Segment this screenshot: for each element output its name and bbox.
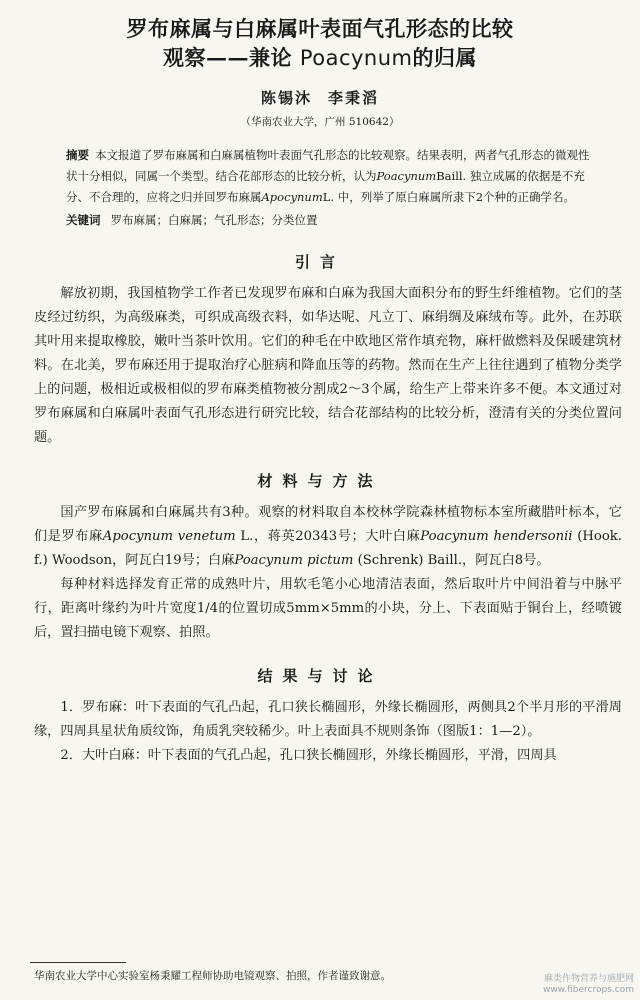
keywords-text: 罗布麻属；白麻属；气孔形态；分类位置 bbox=[110, 213, 318, 227]
watermark-line-1: 麻类作物营养与施肥网 bbox=[543, 974, 634, 984]
abstract bbox=[66, 145, 592, 208]
affiliation: （华南农业大学，广州 510642） bbox=[240, 116, 400, 128]
footnote-divider bbox=[30, 962, 126, 963]
watermark-line-2: www.fibercrops.com bbox=[543, 985, 634, 995]
abstract-text-1: 本文报道了罗布麻属和白麻属植物叶表面气孔形态的比较观察。结果表明，两者气孔形态的微观性状十分相似，同属一个类型。结合花部形态的比较分析，认为 bbox=[66, 148, 590, 183]
species-apocynum-venetum: Apocynum venetum bbox=[102, 529, 236, 544]
species-poacynum-pictum: Poacynum pictum bbox=[234, 553, 354, 568]
title-line-2 bbox=[0, 43, 640, 73]
methods-text-a: 国产罗布麻属和白麻属共有3种。观察的材料取自本校林学院森林植物标本室所藏腊叶标本，它们是罗布麻 bbox=[34, 505, 622, 544]
watermark bbox=[543, 974, 634, 996]
intro-paragraph: 解放初期，我国植物学工作者已发现罗布麻和白麻为我国大面积分布的野生纤维植物。它们的茎皮经过纺织，为高级麻类，可织成高级衣料，如华达呢、凡立丁、麻绢绸及麻绒布等。此外，在苏联其叶用来提取橡胶，嫩叶当茶叶饮用。它们的种毛在中欧地区常作填充物，麻杆做燃料及保暖建筑材料。在北美，罗布麻还用于提取治疗心脏病和降血压等的药物。然而在生产上往往遇到了植物分类学上的问题，极相近或极相似的罗布麻类植物被分割成2～3个属，给生产上带来许多不便。本文通过对罗布麻属和白麻属叶表面气孔形态进行研究比较，结合花部结构的比较分析，澄清有关的分类位置问题。 bbox=[34, 286, 622, 445]
abstract-genus-2: Apocynum bbox=[261, 190, 323, 204]
title-line-2-suffix: 的归属 bbox=[412, 45, 477, 70]
footnote: 华南农业大学中心实验室杨秉耀工程师协助电镜观察、拍照，作者谨致谢意。 bbox=[34, 970, 391, 982]
title-line-2-prefix: 观察——兼论 bbox=[163, 45, 292, 70]
section-heading-intro: 引言 bbox=[294, 253, 345, 271]
title-line-1: 罗布麻属与白麻属叶表面气孔形态的比较 bbox=[126, 16, 514, 41]
section-heading-methods: 材料与方法 bbox=[257, 472, 383, 490]
authors bbox=[0, 87, 640, 108]
methods-paragraph-1 bbox=[34, 501, 622, 573]
section-heading-results: 结果与讨论 bbox=[257, 667, 383, 685]
abstract-text-3: L. 中，列举了原白麻属所隶下2个种的正确学名。 bbox=[322, 190, 576, 204]
species-poacynum-hendersonii: Poacynum hendersonii bbox=[420, 529, 573, 544]
abstract-genus-1: Poacynum bbox=[376, 169, 437, 183]
results-paragraph-2: 2．大叶白麻：叶下表面的气孔凸起，孔口狭长椭圆形，外缘长椭圆形，平滑，四周具 bbox=[60, 748, 557, 763]
methods-text-d: (Schrenk) Baill.，阿瓦白8号。 bbox=[357, 553, 550, 568]
author-1: 陈锡沐 bbox=[260, 89, 312, 107]
keywords bbox=[66, 210, 592, 231]
methods-text-b: L.，蒋英20343号；大叶白麻 bbox=[240, 529, 421, 544]
abstract-label: 摘要 bbox=[66, 148, 89, 162]
abstract-text-2: Baill. 独立成属的依据是不充分、不合理的，应将之归并回罗布麻属 bbox=[66, 169, 585, 204]
results-paragraph-1: 1．罗布麻：叶下表面的气孔凸起，孔口狭长椭圆形，外缘长椭圆形，两侧具2个半月形的平滑周缘，四周具星状角质纹饰，角质乳突较稀少。叶上表面具不规则条饰（图版1：1—2）。 bbox=[34, 700, 622, 739]
title-genus-name: Poacynum bbox=[299, 46, 413, 70]
paper-title bbox=[0, 14, 640, 73]
methods-text-c: (Hook. f.) Woodson，阿瓦白19号；白麻 bbox=[34, 529, 622, 568]
methods-paragraph-2: 每种材料选择发育正常的成熟叶片，用软毛笔小心地清洁表面，然后取叶片中间沿着与中脉平行，距离叶缘约为叶片宽度1/4的位置切成5mm×5mm的小块，分上、下表面贴于铜台上，经喷镀后，置扫描电镜下观察、拍照。 bbox=[34, 577, 622, 640]
author-2: 李秉滔 bbox=[328, 89, 380, 107]
keywords-label: 关键词 bbox=[66, 213, 101, 227]
